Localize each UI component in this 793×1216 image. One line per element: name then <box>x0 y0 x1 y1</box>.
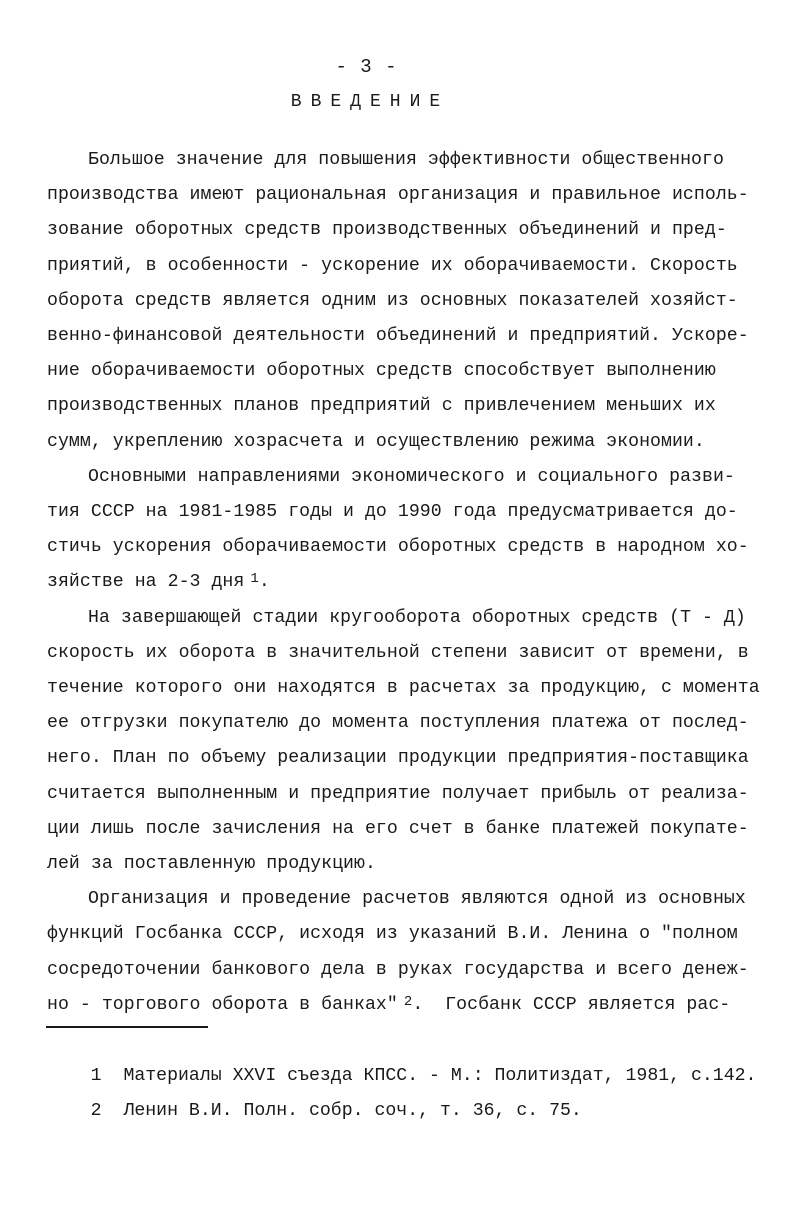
text-line <box>88 888 746 910</box>
text-line-content: зяйстве на 2-3 дня <box>47 572 245 593</box>
text-line <box>47 642 749 664</box>
footnote-reference[interactable]: 1 <box>250 571 259 588</box>
page-number: - 3 - <box>335 56 398 78</box>
text-line-content: ее отгрузки покупателю до момента поступления платежа от послед- <box>47 713 749 734</box>
text-line-content: венно-финансовой деятельности объединений и предприятий. Ускоре- <box>47 326 749 346</box>
text-line <box>88 149 724 171</box>
text-line <box>47 923 738 945</box>
footnote-marker: 2 <box>90 1101 102 1121</box>
text-line <box>47 184 749 206</box>
text-line-tail: . <box>258 572 270 593</box>
text-line-content: сосредоточении банкового дела в руках государства и всего денеж- <box>47 959 749 980</box>
text-line-content: производственных планов предприятий с привлечением меньших их <box>47 396 716 417</box>
text-line <box>47 431 705 453</box>
text-line-content: оборота средств является одним из основных показателей хозяйст- <box>47 290 738 311</box>
text-line <box>47 501 738 523</box>
text-line-content: сумм, укреплению хозрасчета и осуществлению режима экономии. <box>47 431 705 452</box>
text-line-content: лей за поставленную продукцию. <box>47 854 376 874</box>
section-title: ВВЕДЕНИЕ <box>290 92 450 112</box>
text-line <box>47 290 738 312</box>
text-line <box>47 571 270 594</box>
text-line-content: Организация и проведение расчетов являются одной из основных <box>88 889 746 910</box>
text-line <box>47 255 738 277</box>
text-line-content: На завершающей стадии кругооборота оборотных средств (Т - Д) <box>88 607 746 628</box>
text-line-content: ние оборачиваемости оборотных средств способствует выполнению <box>47 361 716 382</box>
text-line-content: него. План по объему реализации продукции предприятия-поставщика <box>47 748 749 769</box>
footnote-text: Ленин В.И. Полн. собр. соч., т. 36, с. 75. <box>123 1101 582 1121</box>
text-line <box>88 466 735 488</box>
text-line <box>47 818 749 840</box>
text-line <box>47 712 749 734</box>
text-line-tail: . Госбанк СССР является рас- <box>412 994 731 1015</box>
text-line-content: Большое значение для повышения эффективности общественного <box>88 150 724 170</box>
text-line <box>47 219 727 241</box>
text-line <box>88 607 746 629</box>
text-line-content: производства имеют рациональная организация и правильное исполь- <box>47 185 749 206</box>
text-line-content: приятий, в особенности - ускорение их оборачиваемости. Скорость <box>47 255 738 276</box>
text-line <box>47 747 749 769</box>
text-line-content: стичь ускорения оборачиваемости оборотных средств в народном хо- <box>47 537 749 558</box>
text-line-content: ции лишь после зачисления на его счет в банке платежей покупате- <box>47 818 749 839</box>
footnote-divider <box>46 1026 208 1028</box>
text-line <box>47 677 760 699</box>
text-line-content: зование оборотных средств производственных объединений и пред- <box>47 220 727 241</box>
text-line-content: но - торгового оборота в банках" <box>47 994 398 1015</box>
text-line <box>47 959 749 981</box>
text-line-content: скорость их оборота в значительной степени зависит от времени, в <box>47 642 749 663</box>
text-line-content: считается выполненным и предприятие получает прибыль от реализа- <box>47 783 749 804</box>
text-line-content: функций Госбанка СССР, исходя из указаний В.И. Ленина о "полном <box>47 924 738 945</box>
text-line-content: течение которого они находятся в расчетах за продукцию, с момента <box>47 678 760 698</box>
text-line <box>47 360 716 382</box>
text-line-content: тия СССР на 1981-1985 годы и до 1990 года предусматривается до- <box>47 502 738 522</box>
text-line <box>47 325 749 347</box>
text-line <box>47 395 716 417</box>
text-line <box>47 994 730 1017</box>
footnote-reference[interactable]: 2 <box>403 993 413 1010</box>
text-line <box>47 853 376 875</box>
text-line <box>47 536 749 558</box>
footnote-2 <box>47 1078 582 1144</box>
text-line-content: Основными направлениями экономического и социального разви- <box>88 466 735 487</box>
text-line <box>47 783 749 805</box>
footnote-marker: 1 <box>90 1066 102 1086</box>
footnote-text: Материалы XXVI съезда КПСС. - М.: Политиздат, 1981, с.142. <box>123 1066 757 1086</box>
